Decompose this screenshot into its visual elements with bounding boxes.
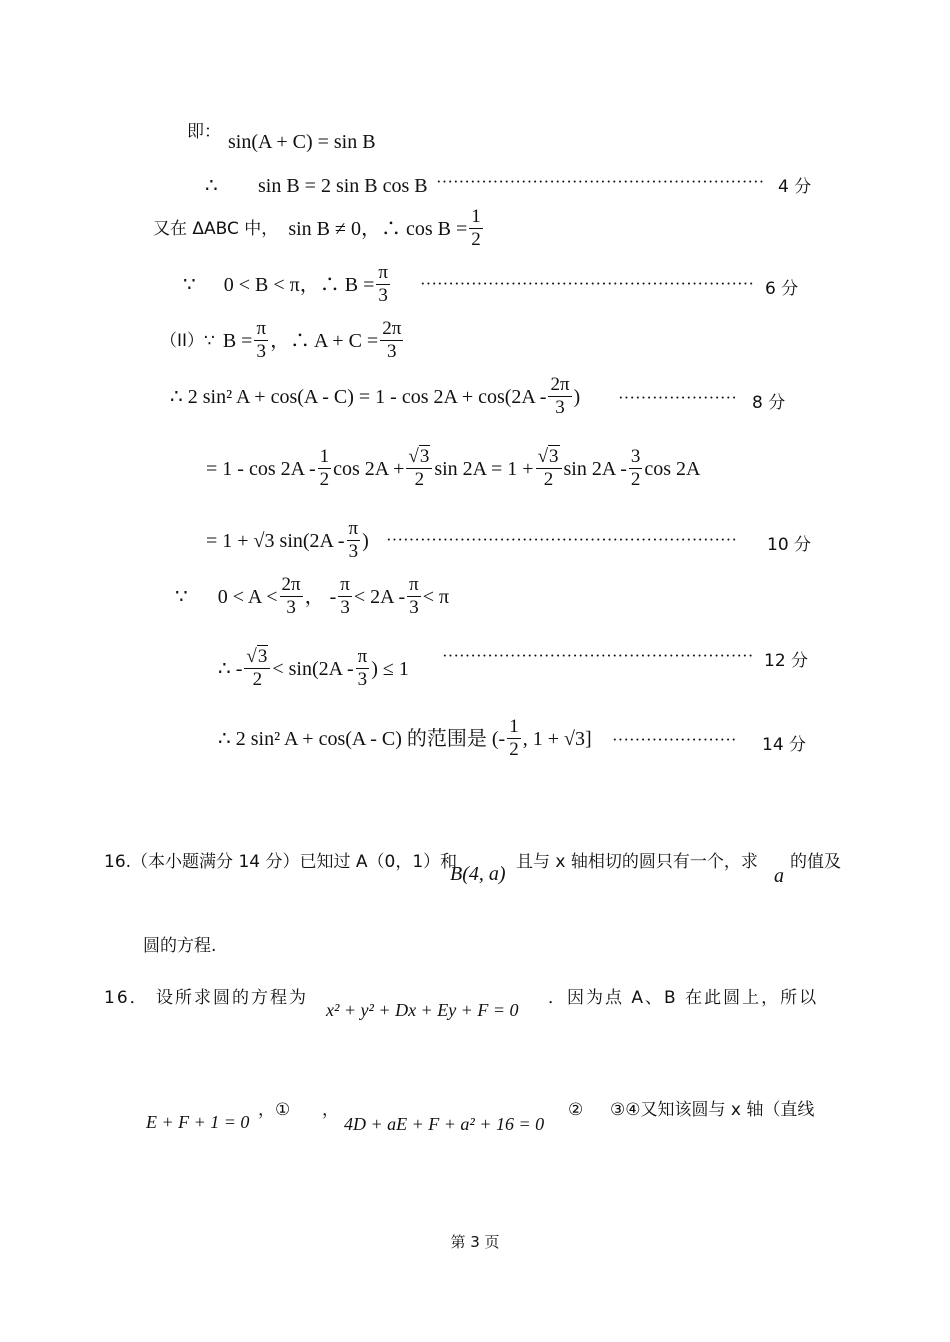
eq-sin-a-plus-c: sin(A + C) = sin B (228, 131, 376, 153)
score-8: 8 分 (752, 393, 786, 413)
eq-part-b: cos 2A + (333, 457, 405, 480)
triangle-text: 又在 ΔABC 中， (153, 218, 279, 239)
fraction-pi-3: $\frac{\pi}{3}$ (378, 262, 388, 306)
leader-dots: ·························································· (436, 172, 765, 191)
fraction-sqrt3-2: $\frac{√3}{2}$ (406, 446, 432, 491)
therefore-symbol: ∴ (205, 175, 218, 197)
eq-part-e: cos 2A (644, 457, 701, 480)
eq-b-eq: B = (222, 329, 253, 352)
solution-16-text-c: ③④又知该圆与 x 轴（直线 (610, 1100, 815, 1120)
solution-16-text: 16． 设所求圆的方程为 (104, 988, 309, 1008)
score-10: 10 分 (767, 535, 812, 555)
eq-a-plus-c: ，∴ A + C = (270, 329, 379, 352)
equation-1: E + F + 1 = 0 (146, 1112, 250, 1132)
eq-lt-sin: < sin(2A - (272, 657, 354, 680)
eq-le-one: ) ≤ 1 (371, 657, 409, 680)
circle-equation: x² + y² + Dx + Ey + F = 0 (326, 1000, 519, 1020)
score-14: 14 分 (762, 735, 807, 755)
eq-range-text: ∴ 2 sin² A + cos(A - C) 的范围是 (- (218, 727, 506, 750)
because-symbol: ∵ (175, 585, 188, 608)
marker-1: ，① (258, 1100, 291, 1120)
leader-dots: ······················································· (442, 646, 754, 665)
eq-b-range (183, 262, 392, 307)
eq-range-end: , 1 + √3] (522, 727, 592, 750)
eq-sinb: sin B = 2 sin B cos B (258, 175, 428, 197)
eq-cosb-line (153, 206, 485, 251)
leader-dots: ······················ (612, 730, 737, 749)
score-4: 4 分 (778, 177, 812, 197)
eq-sin-form: = 1 + √3 sin(2A - $\frac{\pi}{3}$ ) (206, 518, 369, 562)
score-6: 6 分 (765, 279, 799, 299)
problem-16-text-b: 且与 x 轴相切的圆只有一个，求 (516, 852, 758, 872)
fraction-half: $\frac{1}{2}$ (509, 716, 519, 760)
leader-dots: ······························································ (386, 530, 737, 549)
fraction-pi-3: $\frac{\pi}{3}$ (409, 574, 419, 618)
because-symbol: ∵ (183, 273, 196, 296)
problem-16-text: 16.（本小题满分 14 分）已知过 A（0，1）和 (104, 852, 458, 872)
eq-simplify (206, 446, 700, 491)
solution-16-text-b: ．因为点 A、B 在此圆上，所以 (548, 988, 819, 1008)
eq-expression: ∴ 2 sin² A + cos(A - C) = 1 - cos 2A + cos(2A - (170, 385, 547, 408)
comma: ， (322, 1100, 339, 1120)
fraction-pi-3: $\frac{\pi}{3}$ (340, 574, 350, 618)
fraction-pi-3: $\frac{\pi}{3}$ (357, 646, 368, 690)
eq-part-a: = 1 - cos 2A - (206, 457, 316, 480)
eq-final-range (218, 716, 592, 761)
fraction-2pi-3: $\frac{2\pi}{3}$ (382, 318, 402, 362)
eq-b-bound: 0 < B < π，∴ B = (223, 273, 375, 296)
fraction-pi-3: $\frac{\pi}{3}$ (348, 518, 359, 562)
point-b: B(4, a) (450, 863, 506, 885)
eq-sin-part: = 1 + √3 sin(2A - (206, 529, 345, 552)
fraction-2pi-3: $\frac{2\pi}{3}$ (550, 374, 570, 418)
equation-2: 4D + aE + F + a² + 16 = 0 (344, 1114, 545, 1134)
leader-dots: ····················· (618, 388, 737, 407)
eq-part-c: sin 2A = 1 + (434, 457, 534, 480)
eq-sinb-ne-zero: sin B ≠ 0，∴ cos B = (288, 217, 468, 240)
fraction-sqrt3-2: $\frac{√3}{2}$ (536, 446, 562, 491)
score-12: 12 分 (764, 651, 809, 671)
eq-expansion: ∴ 2 sin² A + cos(A - C) = 1 - cos 2A + cos(2A - $\frac{2\pi}{3}$ ) (170, 374, 581, 418)
eq-2a-minus: < 2A - (353, 585, 406, 608)
label-ji: 即： (187, 122, 221, 142)
fraction-pi-3: $\frac{\pi}{3}$ (256, 318, 267, 362)
part-two-line (160, 318, 405, 363)
part-two-label: （II）∵ (160, 330, 215, 351)
eq-therefore-minus: ∴ - (218, 657, 243, 680)
variable-a: a (774, 865, 784, 887)
eq-lt-pi: < π (422, 585, 450, 608)
eq-a-bound: 0 < A < (217, 585, 278, 608)
eq-sin-range (218, 646, 409, 691)
problem-16-text-c: 的值及 (790, 852, 841, 872)
problem-16-line2: 圆的方程. (143, 936, 217, 956)
eq-a-range (175, 574, 449, 619)
fraction-half: $\frac{1}{2}$ (471, 206, 481, 250)
leader-dots: ··························································· (420, 274, 755, 293)
marker-2: ② (568, 1100, 584, 1120)
eq-minus: ， - (304, 585, 337, 608)
page-number: 第 3 页 (450, 1233, 500, 1251)
fraction-half: $\frac{1}{2}$ (319, 446, 330, 490)
fraction-sqrt3-2: $\frac{√3}{2}$ (244, 646, 270, 691)
fraction-3-2: $\frac{3}{2}$ (630, 446, 641, 490)
fraction-2pi-3: $\frac{2\pi}{3}$ (281, 574, 301, 618)
eq-part-d: sin 2A - (563, 457, 627, 480)
